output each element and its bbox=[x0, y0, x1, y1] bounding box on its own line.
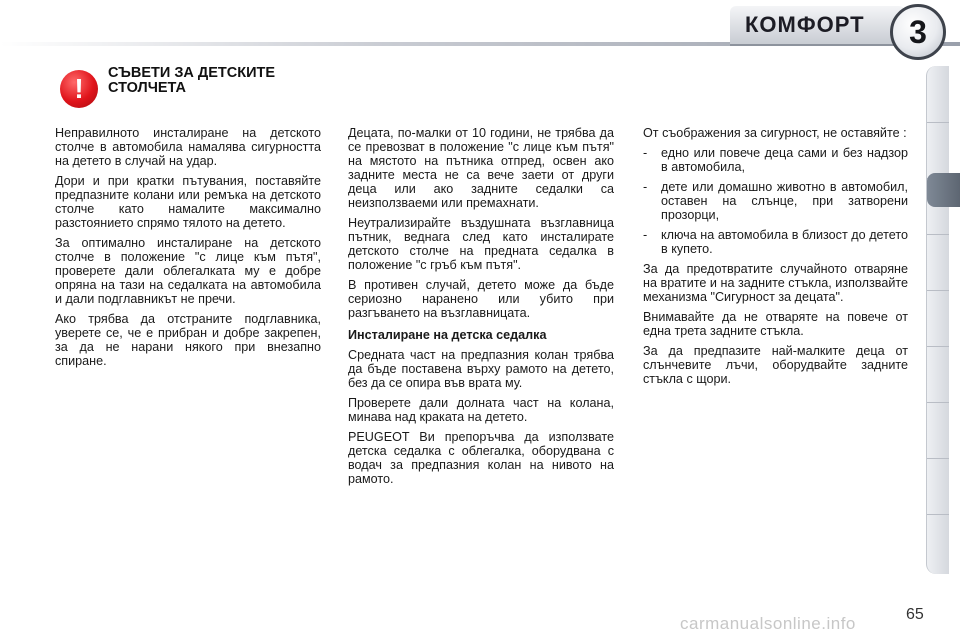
paragraph: Дори и при кратки пътувания, поставяйте предпазните колани или ремъка на детското столче като намалите максимално разстоянието спрямо тялото на детето. bbox=[55, 174, 321, 230]
page-header bbox=[0, 0, 960, 60]
chapter-tab-divider bbox=[927, 402, 949, 403]
paragraph: За да предотвратите случайното отваряне на вратите и на задните стъкла, използвайте механизма "Сигурност за децата". bbox=[643, 262, 908, 304]
list-item bbox=[643, 180, 908, 222]
chapter-tab-active[interactable] bbox=[927, 173, 960, 207]
paragraph: Неправилното инсталиране на детското столче в автомобила намалява сигурността на детето в случай на удар. bbox=[55, 126, 321, 168]
page-number: 65 bbox=[906, 606, 924, 623]
paragraph: PEUGEOT Ви препоръчва да използвате детска седалка с облегалка, оборудвана с водач за предпазния колан на нивото на рамото. bbox=[348, 430, 614, 486]
paragraph: Средната част на предпазния колан трябва да бъде поставена върху рамото на детето, без да се опира във врата му. bbox=[348, 348, 614, 390]
watermark: carmanualsonline.info bbox=[680, 614, 856, 633]
chapter-tab-divider bbox=[927, 122, 949, 123]
subheading: Инсталиране на детска седалка bbox=[348, 328, 547, 342]
list-item bbox=[643, 146, 908, 174]
text-column-1 bbox=[55, 126, 321, 374]
paragraph: От съображения за сигурност, не оставяйте : bbox=[643, 126, 907, 140]
chapter-tab-divider bbox=[927, 346, 949, 347]
chapter-tab-divider bbox=[927, 290, 949, 291]
paragraph: Ако трябва да отстраните подглавника, уверете се, че е прибран и добре закрепен, за да не нарани някого при внезапно спиране. bbox=[55, 312, 321, 368]
bullet-dash: - bbox=[643, 146, 648, 160]
list-item bbox=[643, 228, 908, 256]
text-column-2 bbox=[348, 126, 614, 492]
chapter-tab-divider bbox=[927, 234, 949, 235]
chapter-tab-divider bbox=[927, 514, 949, 515]
list-item-text: ключа на автомобила в близост до детето в купето. bbox=[661, 228, 908, 256]
paragraph: Децата, по-малки от 10 години, не трябва да се превозват в положение "с лице към пътя" на мястото на пътника отпред, освен ако задните места не са вече заети от други деца или ако задните седалки са неизползваеми или премахнати. bbox=[348, 126, 614, 210]
paragraph: Внимавайте да не отваряте на повече от една трета задните стъкла. bbox=[643, 310, 908, 338]
chapter-tab-divider bbox=[927, 458, 949, 459]
list-item-text: дете или домашно животно в автомобил, оставен на слънце, при затворени прозорци, bbox=[661, 180, 908, 222]
chapter-number-badge: 3 bbox=[890, 4, 946, 60]
list-item-text: едно или повече деца сами и без надзор в автомобила, bbox=[661, 146, 908, 174]
bullet-dash: - bbox=[643, 228, 648, 242]
text-column-3 bbox=[643, 126, 908, 392]
exclamation-icon: ! bbox=[60, 70, 98, 108]
chapter-title: КОМФОРТ bbox=[745, 12, 865, 37]
paragraph: За оптимално инсталиране на детското столче в положение "с лице към пътя", проверете дали облегалката му е добре опряна на тази на седалката на автомобила и дали подглавникът не пречи. bbox=[55, 236, 321, 306]
paragraph: Неутрализирайте въздушната възглавница пътник, веднага след като инсталирате детското столче на предната седалка в положение "с гръб към пътя". bbox=[348, 216, 614, 272]
paragraph: В противен случай, детето може да бъде сериозно наранено или убито при разгъването на възглавницата. bbox=[348, 278, 614, 320]
chapter-tab-rail[interactable] bbox=[926, 66, 949, 574]
section-heading: СЪВЕТИ ЗА ДЕТСКИТЕ СТОЛЧЕТА bbox=[108, 65, 276, 96]
paragraph: Проверете дали долната част на колана, минава над краката на детето. bbox=[348, 396, 614, 424]
bullet-dash: - bbox=[643, 180, 648, 194]
paragraph: За да предпазите най-малките деца от слънчевите лъчи, оборудвайте задните стъкла с щори. bbox=[643, 344, 908, 386]
